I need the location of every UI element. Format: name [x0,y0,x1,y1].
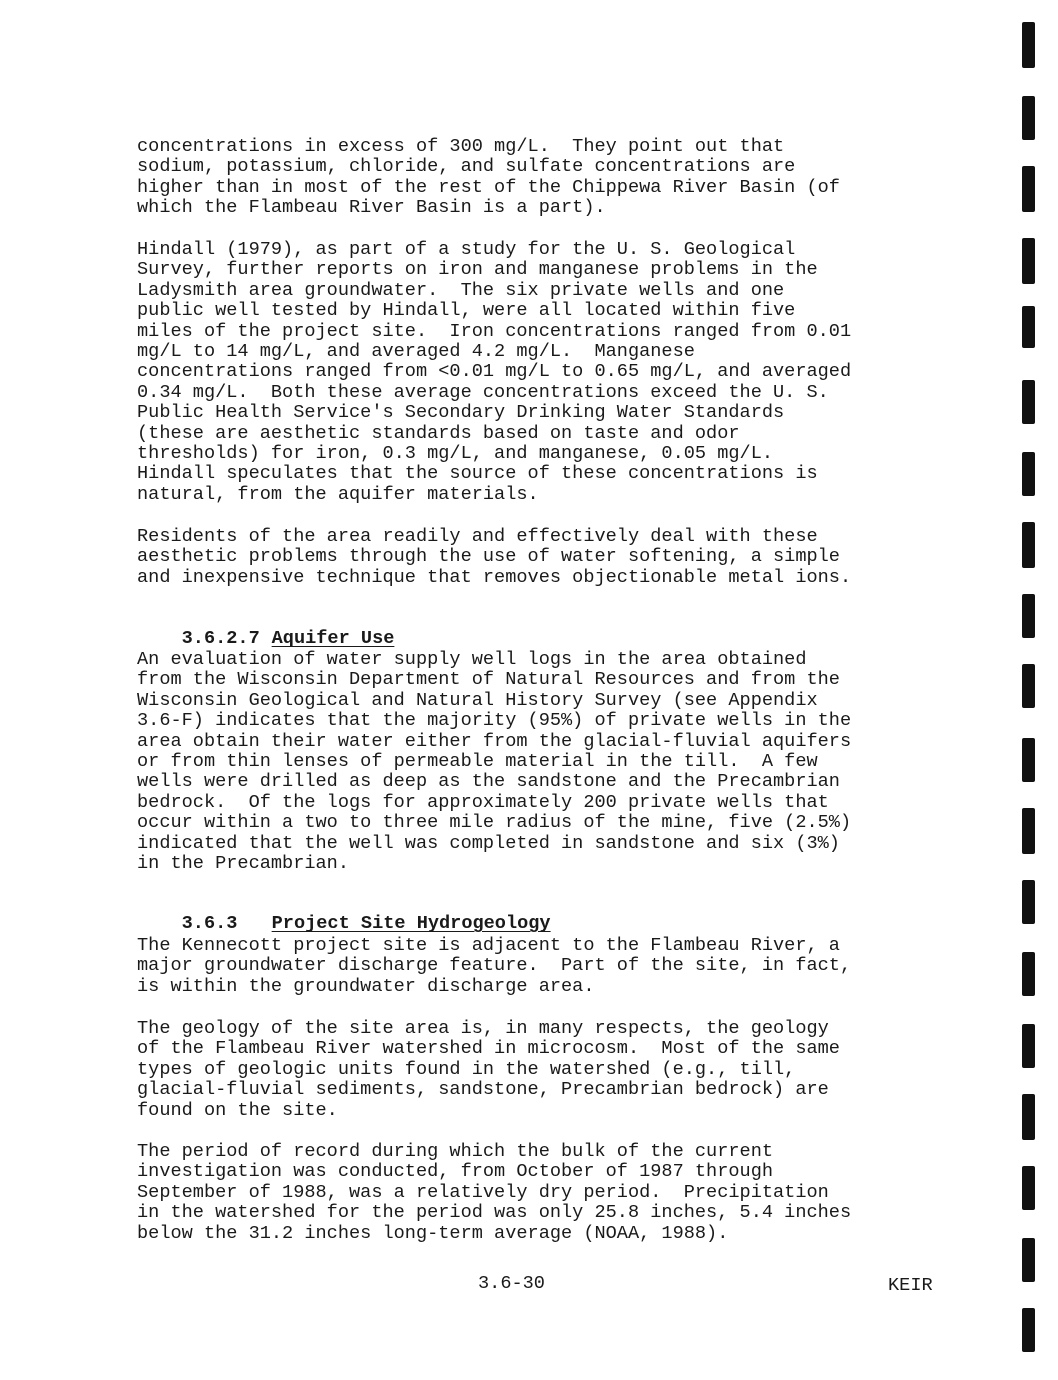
revision-bar [1022,664,1035,708]
revision-bar [1022,452,1035,496]
revision-bar [1022,1308,1035,1352]
revision-bar [1022,238,1035,284]
document-code: KEIR [888,1275,933,1296]
revision-bar [1022,306,1035,348]
paragraph-period-of-record: The period of record during which the bulk of the current investigation was conducted, from October of 1987 through September of 1988, was a relatively dry period. Precipitation in the watershed for the period was only 25.8 inches, 5.4 inches below the 31.2 inches long-term average (NOAA, 1988). [137,1141,852,1244]
paragraph-chippewa-basin: concentrations in excess of 300 mg/L. They point out that sodium, potassium, chloride, and sulfate concentrations are higher than in most of the rest of the Chippewa River Basin (of which the Flambeau River Basin is a part). [137,136,840,219]
paragraph-water-softening: Residents of the area readily and effectively deal with these aesthetic problems through the use of water softening, a simple and inexpensive technique that removes objectionable metal ions. [137,526,852,588]
paragraph-site-geology: The geology of the site area is, in many respects, the geology of the Flambeau River watershed in microcosm. Most of the same types of geologic units found in the watershed (e.g., till, glacial-fluvial sediments, sandstone, Precambrian bedrock) are found on the site. [137,1018,840,1121]
revision-bar [1022,166,1035,212]
paragraph-kennecott-site: The Kennecott project site is adjacent to the Flambeau River, a major groundwater discharge feature. Part of the site, in fact, is within the groundwater discharge area. [137,935,852,997]
section-number: 3.6.3 [181,913,238,935]
revision-bar [1022,1238,1035,1282]
revision-bar [1022,1094,1035,1140]
revision-bar [1022,738,1035,782]
revision-bar [1022,1024,1035,1068]
revision-bar [1022,952,1035,996]
revision-bar [1022,522,1035,568]
revision-bar [1022,808,1035,854]
revision-bar [1022,594,1035,638]
revision-bar [1022,380,1035,424]
paragraph-well-logs: An evaluation of water supply well logs in the area obtained from the Wisconsin Department of Natural Resources and from the Wisconsin Geological and Natural History Survey (see Appendix 3.6-F) indicates that the majority (95%) of private wells in the area obtain their water either from the glacial-fluvial aquifers or from thin lenses of permeable material in the till. A few wells were drilled as deep as the sandstone and the Precambrian bedrock. Of the logs for approximately 200 private wells that occur within a two to three mile radius of the mine, five (2.5%) indicated that the well was completed in sandstone and six (3%) in the Precambrian. [137,649,852,875]
section-title: Aquifer Use [271,628,395,650]
paragraph-hindall-study: Hindall (1979), as part of a study for the U. S. Geological Survey, further reports on iron and manganese problems in the Ladysmith area groundwater. The six private wells and one public well tested by Hindall, were all located within five miles of the project site. Iron concentrations ranged from 0.01 mg/L to 14 mg/L, and averaged 4.2 mg/L. Manganese concentrations ranged from <0.01 mg/L to 0.65 mg/L, and averaged 0.34 mg/L. Both these average concentrations exceed the U. S. Public Health Service's Secondary Drinking Water Standards (these are aesthetic standards based on taste and odor thresholds) for iron, 0.3 mg/L, and manganese, 0.05 mg/L. Hindall speculates that the source of these concentrations is natural, from the aquifer materials. [137,239,852,505]
section-number: 3.6.2.7 [181,628,260,650]
page-number: 3.6-30 [478,1273,545,1294]
revision-bar [1022,22,1035,68]
revision-bar [1022,1166,1035,1210]
revision-bar [1022,880,1035,924]
revision-bar [1022,96,1035,140]
section-title: Project Site Hydrogeology [271,913,551,935]
